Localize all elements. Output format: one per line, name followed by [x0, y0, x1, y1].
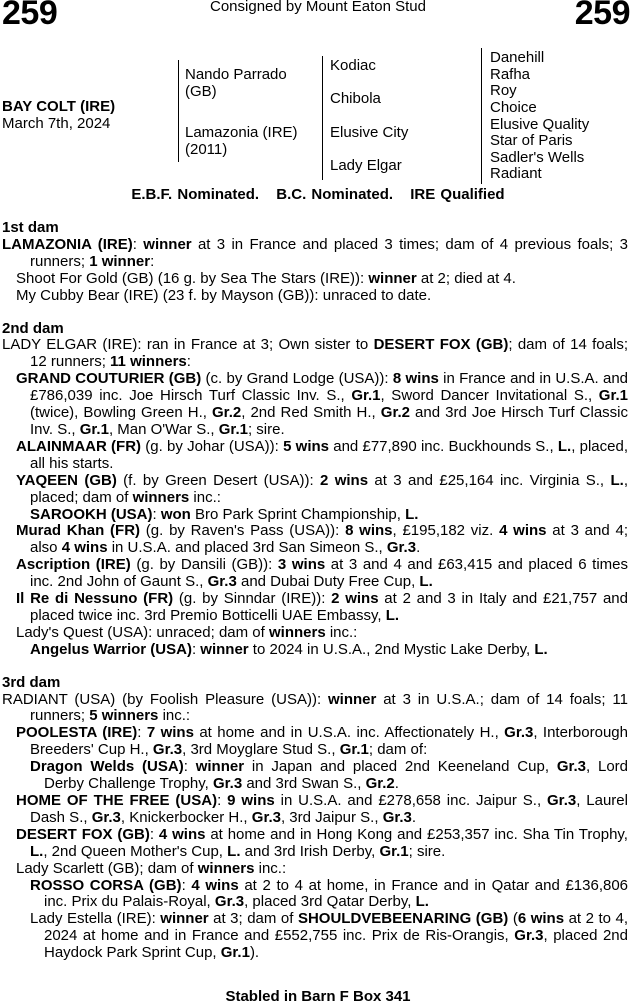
second-dam-title: 2nd dam [2, 319, 64, 337]
pedigree-bracket-3 [481, 48, 482, 184]
produce-entry: GRAND COUTURIER (GB) (c. by Grand Lodge (USA)): 8 wins in France and in U.S.A. and £786,039 inc. Joe Hirsch Turf Classic Inv. S., Gr.1, Sword Dancer Invitational S., Gr.1 (twice), Bowling Green H., Gr.2, 2nd Red Smith H., Gr.2 and 3rd Joe Hirsch Turf Classic Inv. S., Gr.1, Man O'War S., Gr.1; sire. [16, 370, 629, 438]
dam-entry: RADIANT (USA) (by Foolish Pleasure (USA)): winner at 3 in U.S.A.; dam of 14 foals; 11 runners; 5 winners inc.: [2, 690, 628, 725]
produce-entry: Il Re di Nessuno (FR) (g. by Sinndar (IRE)): 2 wins at 2 and 3 in Italy and £21,757 and placed twice inc. 3rd Premio Botticelli UAE Embassy, L. [16, 590, 628, 624]
pedigree-sire: Nando Parrado (GB) [185, 66, 287, 100]
bc-nomination: B.C. Nominated. [276, 186, 394, 203]
grand-produce-entry: Dragon Welds (USA): winner in Japan and placed 2nd Keeneland Cup, Gr.3, Lord Derby Challenge Trophy, Gr.3 and 3rd Swan S., Gr.2. [30, 758, 629, 793]
produce-entry: Lady's Quest (USA): unraced; dam of winners inc.: [16, 623, 358, 641]
pedigree-gen3: Rafha [490, 66, 531, 83]
catalogue-body [2, 220, 628, 962]
foaling-date: March 7th, 2024 [2, 115, 111, 132]
lot-number-right: 259 [574, 0, 630, 32]
third-dam-title: 3rd dam [2, 673, 61, 691]
pedigree-gen3: Radiant [490, 165, 542, 182]
produce-entry: DESERT FOX (GB): 4 wins at home and in Hong Kong and £253,357 inc. Sha Tin Trophy, L., 2nd Queen Mother's Cup, L. and 3rd Irish Derby, Gr.1; sire. [16, 825, 628, 860]
produce-entry: HOME OF THE FREE (USA): 9 wins in U.S.A. and £278,658 inc. Jaipur S., Gr.3, Laurel Dash S., Gr.3, Knickerbocker H., Gr.3, 3rd Jaipur S., Gr.3. [16, 792, 628, 826]
first-dam-title: 1st dam [2, 219, 59, 236]
pedigree-gen2: Chibola [330, 90, 381, 107]
pedigree-gen2: Lady Elgar [330, 157, 402, 174]
pedigree-gen3: Sadler's Wells [490, 149, 585, 166]
produce-entry: POOLESTA (IRE): 7 wins at home and in U.S.A. inc. Affectionately H., Gr.3, Interborough Breeders' Cup H., Gr.3, 3rd Moyglare Stud S., Gr.1; dam of: [16, 724, 628, 759]
produce-entry: Lady Scarlett (GB); dam of winners inc.: [16, 859, 287, 877]
pedigree-dam: Lamazonia (IRE) (2011) [185, 124, 298, 158]
nominations-line [0, 186, 636, 203]
produce-entry: YAQEEN (GB) (f. by Green Desert (USA)): 2 wins at 3 and £25,164 inc. Virginia S., L., placed; dam of winners inc.: [16, 471, 628, 506]
grand-produce-entry: Angelus Warrior (USA): winner to 2024 in U.S.A., 2nd Mystic Lake Derby, L. [30, 640, 548, 658]
produce-entry: Shoot For Gold (GB) (16 g. by Sea The Stars (IRE)): winner at 2; died at 4. [16, 269, 516, 287]
consignor: Consigned by Mount Eaton Stud [210, 0, 426, 15]
pedigree-gen2: Elusive City [330, 124, 409, 141]
pedigree-gen3: Roy [490, 82, 517, 99]
stabling-info: Stabled in Barn F Box 341 [225, 988, 411, 1005]
produce-entry: Ascription (IRE) (g. by Dansili (GB)): 3 wins at 3 and 4 and £63,415 and placed 6 times inc. 2nd John of Gaunt S., Gr.3 and Dubai Duty Free Cup, L. [16, 556, 628, 591]
grand-produce-entry: Lady Estella (IRE): winner at 3; dam of SHOULDVEBEENARING (GB) (6 wins at 2 to 4, 2024 at home and in France and £552,755 inc. Prix de Ris-Orangis, Gr.3, placed 2nd Haydock Park Sprint Cup, Gr.1). [30, 910, 629, 962]
lot-number-left: 259 [2, 0, 58, 32]
dam-entry: LADY ELGAR (IRE): ran in France at 3; Own sister to DESERT FOX (GB); dam of 14 foals; 12 runners; 11 winners: [2, 336, 628, 371]
pedigree-gen3: Choice [490, 99, 537, 116]
produce-entry: My Cubby Bear (IRE) (23 f. by Mayson (GB)): unraced to date. [16, 286, 432, 304]
produce-entry: Murad Khan (FR) (g. by Raven's Pass (USA)): 8 wins, £195,182 viz. 4 wins at 3 and 4; also 4 wins in U.S.A. and placed 3rd San Simeon S., Gr.3. [16, 522, 628, 557]
dam-entry: LAMAZONIA (IRE): winner at 3 in France and placed 3 times; dam of 4 previous foals; 3 runners; 1 winner: [2, 235, 629, 270]
ebf-nomination: E.B.F. Nominated. [131, 186, 260, 203]
pedigree-bracket-1 [178, 60, 179, 162]
horse-name: BAY COLT (IRE) [2, 98, 116, 115]
grand-produce-entry: SAROOKH (USA): won Bro Park Sprint Championship, L. [30, 505, 419, 523]
produce-entry: ALAINMAAR (FR) (g. by Johar (USA)): 5 wins and £77,890 inc. Buckhounds S., L., placed, all his starts. [16, 437, 629, 472]
pedigree-gen3: Elusive Quality [490, 116, 590, 133]
pedigree-bracket-2 [322, 56, 323, 180]
pedigree-gen3: Danehill [490, 49, 545, 66]
pedigree-gen2: Kodiac [330, 57, 376, 74]
grand-produce-entry: ROSSO CORSA (GB): 4 wins at 2 to 4 at home, in France and in Qatar and £136,806 inc. Prix du Palais-Royal, Gr.3, placed 3rd Qatar Derby, L. [30, 876, 629, 911]
horse-identity [2, 98, 115, 132]
ire-qualified: IRE Qualified [410, 186, 505, 203]
pedigree-gen3: Star of Paris [490, 132, 573, 149]
